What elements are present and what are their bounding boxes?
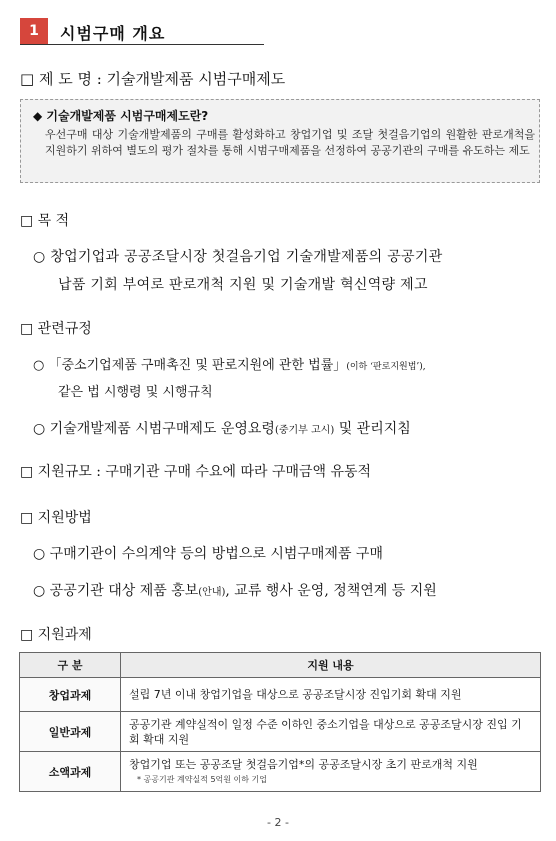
row-category: 소액과제	[20, 752, 121, 792]
column-header-content: 지원 내용	[121, 653, 541, 678]
method-item-2-note: (안내)	[198, 587, 226, 598]
column-header-category: 구 분	[20, 653, 121, 678]
definition-title: ◆ 기술개발제품 시범구매제도란?	[33, 109, 209, 123]
definition-box	[20, 99, 540, 183]
regulations-item-1	[33, 354, 426, 373]
regulations-item-1-note: (이하 ‘판로지원법’),	[346, 362, 426, 372]
method-item-2-text-a: ○ 공공기관 대상 제품 홍보	[33, 583, 199, 599]
regulations-item-1-line-2: 같은 법 시행령 및 시행규칙	[58, 385, 213, 400]
table-row	[20, 712, 541, 752]
support-scale-line: □ 지원규모 : 구매기관 구매 수요에 따라 구매금액 유동적	[20, 464, 372, 480]
regulations-heading: □ 관련규정	[20, 321, 92, 337]
tasks-table	[19, 652, 541, 792]
regulations-item-2	[33, 418, 411, 438]
regulations-item-1-text: ○ 「중소기업제품 구매촉진 및 판로지원에 관한 법률」	[33, 358, 347, 373]
row-content-footnote: * 공공기관 계약실적 5억원 이하 기업	[137, 774, 267, 784]
purpose-line-2: 납품 기회 부여로 판로개척 지원 및 기술개발 혁신역량 제고	[58, 277, 428, 293]
row-category: 창업과제	[20, 678, 121, 712]
regulations-item-2-text-b: 및 관리지침	[334, 421, 411, 437]
section-number: 1	[20, 18, 48, 44]
definition-body: 우선구매 대상 기술개발제품의 구매를 활성화하고 창업기업 및 조달 첫걸음기업의 원활한 판로개척을 지원하기 위하여 별도의 평가 절차를 통해 시범구매제품을 선정하여 공공기관의 구매를 유도하는 제도	[45, 128, 535, 157]
table-header-row	[20, 653, 541, 678]
tasks-heading: □ 지원과제	[20, 627, 92, 643]
method-item-2-text-b: , 교류 행사 운영, 정책연계 등 지원	[225, 583, 437, 599]
purpose-line-1: ○ 창업기업과 공공조달시장 첫걸음기업 기술개발제품의 공공기관	[33, 249, 443, 265]
row-category: 일반과제	[20, 712, 121, 752]
regulations-item-2-note: (중기부 고시)	[274, 425, 335, 436]
section-header	[20, 18, 264, 45]
method-item-2	[33, 580, 437, 600]
system-name-line: □ 제 도 명 : 기술개발제품 시범구매제도	[20, 70, 286, 88]
purpose-heading: □ 목 적	[20, 213, 70, 229]
method-item-1: ○ 구매기관이 수의계약 등의 방법으로 시범구매제품 구매	[33, 546, 383, 562]
row-content-text: 창업기업 또는 공공조달 첫걸음기업*의 공공조달시장 초기 판로개척 지원	[129, 757, 478, 771]
regulations-item-2-text-a: ○ 기술개발제품 시범구매제도 운영요령	[33, 421, 275, 437]
method-heading: □ 지원방법	[20, 510, 92, 526]
row-content	[121, 752, 541, 792]
section-title: 시범구매 개요	[60, 24, 166, 43]
table-row	[20, 752, 541, 792]
table-row	[20, 678, 541, 712]
row-content: 설립 7년 이내 창업기업을 대상으로 공공조달시장 진입기회 확대 지원	[121, 678, 541, 712]
page-number: - 2 -	[267, 816, 289, 829]
row-content: 공공기관 계약실적이 일정 수준 이하인 중소기업을 대상으로 공공조달시장 진입 기회 확대 지원	[121, 712, 541, 752]
